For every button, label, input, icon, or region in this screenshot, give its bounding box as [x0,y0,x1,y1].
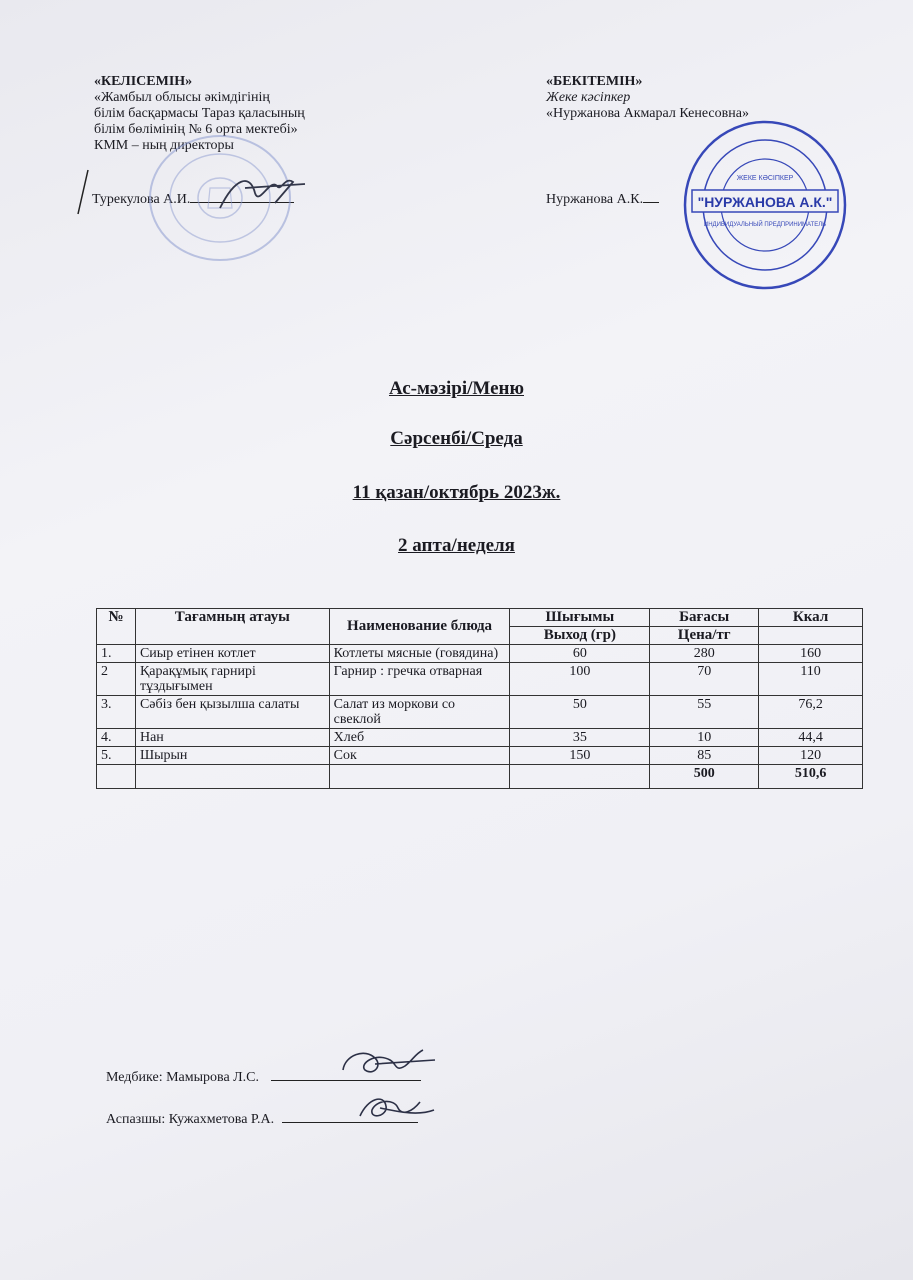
right-signer-name: Нуржанова А.К. [546,192,644,207]
cell-num: 4. [97,729,136,747]
approval-line: білім басқармасы Тараз қаласының [94,106,305,121]
cell-name-kz: Нан [135,729,329,747]
table-row [97,645,863,663]
entrepreneur-stamp [680,118,850,292]
cell-name-kz: Сәбіз бен қызылша салаты [135,696,329,729]
cell-yield: 150 [510,747,650,765]
cell-price: 85 [650,747,759,765]
table-row [97,696,863,729]
cell-name-ru: Сок [329,747,510,765]
cell-kcal: 110 [759,663,863,696]
cook-signature [350,1088,440,1128]
approval-line: «Нуржанова Акмарал Кенесовна» [546,106,749,121]
menu-table [96,608,863,789]
cell-price: 55 [650,696,759,729]
day-title: Сәрсенбі/Среда [390,428,523,449]
cell-empty [97,765,136,789]
cell-yield: 35 [510,729,650,747]
cell-empty [510,765,650,789]
approval-block-right [546,74,749,122]
cell-name-ru: Хлеб [329,729,510,747]
cell-name-kz: Сиыр етінен котлет [135,645,329,663]
nurse-label: Медбике: Мамырова Л.С. [106,1070,259,1085]
cell-name-kz: Шырын [135,747,329,765]
table-header-row [97,609,863,627]
week-title: 2 апта/неделя [398,535,515,556]
pen-mark [74,168,94,218]
col-num-header: № [97,609,136,645]
director-signature [215,168,315,218]
col-name-kz-header: Тағамның атауы [135,609,329,645]
cell-yield: 100 [510,663,650,696]
approval-line: КММ – ның директоры [94,138,234,153]
cell-kcal: 120 [759,747,863,765]
approval-title-left: «КЕЛІСЕМІН» [94,74,193,89]
menu-title: Ас-мәзірі/Меню [388,378,524,399]
cell-empty [135,765,329,789]
total-kcal: 510,6 [759,765,863,789]
cell-kcal: 44,4 [759,729,863,747]
cell-empty [329,765,510,789]
approval-line: Жеке кәсіпкер [546,90,631,105]
approval-title-right: «БЕКІТЕМІН» [546,74,643,89]
cell-num: 1. [97,645,136,663]
stamp-bottom-text: ИНДИВИДУАЛЬНЫЙ ПРЕДПРИНИМАТЕЛЬ [703,222,827,228]
col-price-ru-header: Цена/тг [650,627,759,645]
cell-name-ru: Котлеты мясные (говядина) [329,645,510,663]
cell-name-kz: Қарақұмық гарнирі тұздығымен [135,663,329,696]
table-total-row [97,765,863,789]
nurse-signature [335,1040,445,1090]
table-row [97,729,863,747]
cell-name-ru: Салат из моркови со свеклой [329,696,510,729]
stamp-top-text: ЖЕКЕ КӘСІПКЕР [736,175,794,182]
cell-kcal: 160 [759,645,863,663]
approval-line: «Жамбыл облысы әкімдігінің [94,90,270,105]
cook-label: Аспазшы: Кужахметова Р.А. [106,1112,275,1127]
cell-price: 280 [650,645,759,663]
cell-num: 5. [97,747,136,765]
col-name-ru-header: Наименование блюда [329,609,510,645]
cell-num: 3. [97,696,136,729]
col-yield-kz-header: Шығымы [510,609,650,627]
cell-yield: 60 [510,645,650,663]
left-signer-name: Турекулова А.И. [92,192,191,207]
total-price: 500 [650,765,759,789]
cell-kcal: 76,2 [759,696,863,729]
right-signer-line [546,192,659,208]
cell-price: 10 [650,729,759,747]
col-price-kz-header: Бағасы [650,609,759,627]
table-row [97,747,863,765]
col-kcal-header: Ккал [759,609,863,627]
approval-line: білім бөлімінің № 6 орта мектебі» [94,122,298,137]
stamp-name-text: "НУРЖАНОВА А.К." [697,194,833,210]
col-yield-ru-header: Выход (гр) [510,627,650,645]
cell-price: 70 [650,663,759,696]
cell-yield: 50 [510,696,650,729]
date-title: 11 қазан/октябрь 2023ж. [352,482,561,503]
cell-num: 2 [97,663,136,696]
signature-underline [643,202,659,203]
col-kcal-empty [759,627,863,645]
cell-name-ru: Гарнир : гречка отварная [329,663,510,696]
table-row [97,663,863,696]
